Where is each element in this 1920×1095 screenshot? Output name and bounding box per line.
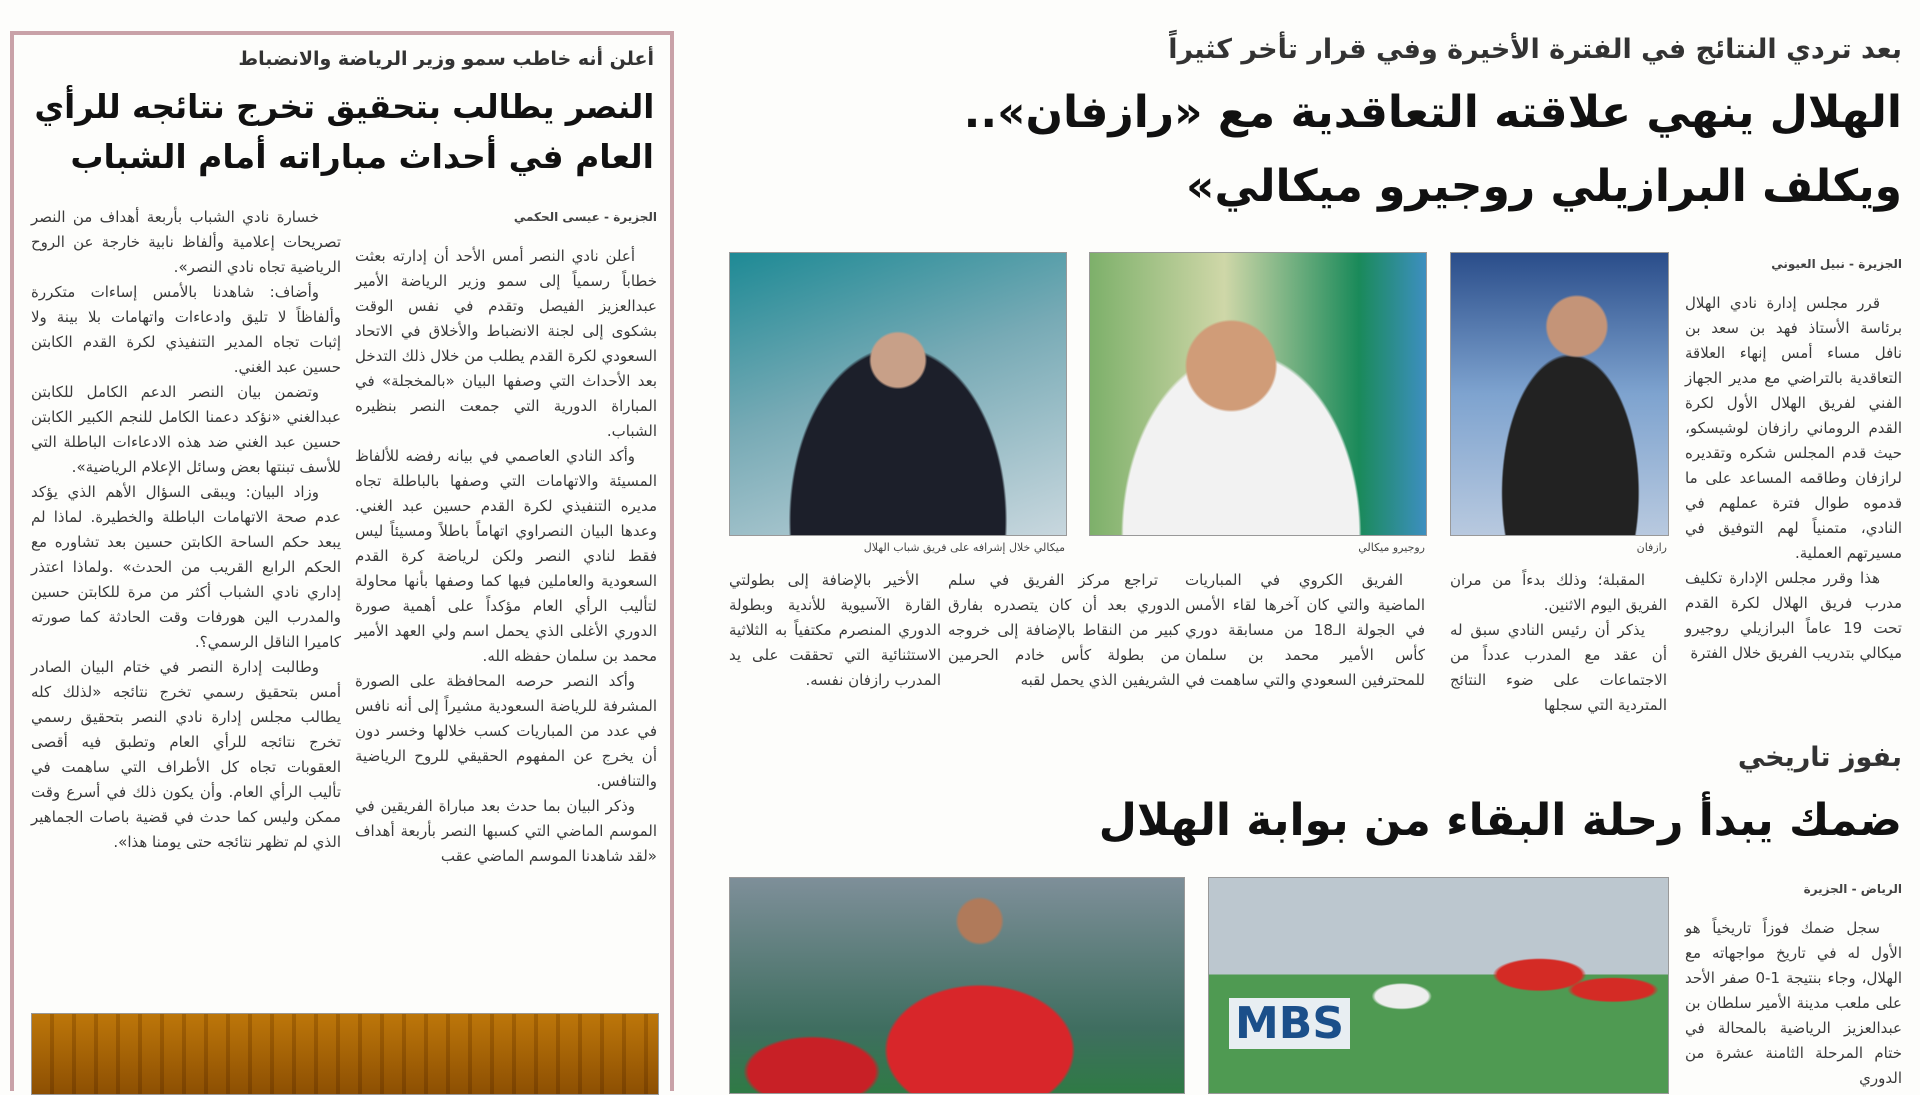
paragraph: وتضمن بيان النصر الدعم الكامل للكابتن عبدالغني «نؤكد دعمنا الكامل للنجم الكبير الكابتن حسين عبد الغني ضد هذه الادعاءات الباطلة التي للأسف تبنتها بعض وسائل الإعلام الرياضية». — [31, 383, 341, 476]
paragraph: وذكر البيان بما حدث بعد مباراة الفريقين في الموسم الماضي التي كسبها النصر بأربعة أهداف «لقد شاهدنا الموسم الماضي عقب — [355, 797, 657, 865]
hilal-column-3 — [1185, 568, 1425, 728]
caption-razvan: رازفان — [1636, 541, 1667, 554]
paragraph: الأخير بالإضافة إلى بطولتي القارة الآسيوية للأندية وبطولة الدوري المنصرم مكتفياً به الثلاثية الاستثنائية التي تحققت على يد المدرب رازفان نفسه. — [729, 571, 941, 689]
paragraph: تراجع مركز الفريق في سلم الدوري بعد أن كان يتصدره بفارق كبير من النقاط بالإضافة إلى خروجه من بطولة كأس خادم الحرمين الشريفين الذي يحمل لقبه — [948, 571, 1180, 689]
hilal-column-2 — [1450, 568, 1667, 714]
hilal-headline-line2: ويكلف البرازيلي روجيرو ميكالي» — [1186, 161, 1902, 212]
caption-micale-youth: ميكالي خلال إشرافه على فريق شباب الهلال — [863, 541, 1065, 554]
razvan-photo — [1450, 252, 1669, 536]
paragraph: وأكد النصر حرصه المحافظة على الصورة المشرفة للرياضة السعودية مشيراً إلى أنه نافس في عدد من المباريات كسب خلالها وخسر دون أن يخرج عن المفهوم الحقيقي للروح الرياضية والتنافس. — [355, 672, 657, 790]
paragraph: الفريق الكروي في المباريات الماضية والتي كان آخرها لقاء الأمس في الجولة الـ18 من مسابقة دوري كأس الأمير محمد بن سلمان للمحترفين السعودي والتي ساهمت في — [1185, 571, 1425, 689]
hilal-headline-line1: الهلال ينهي علاقته التعاقدية مع «رازفان».. — [963, 87, 1902, 138]
match-action-photo — [1208, 877, 1669, 1094]
rogerio-micale-photo — [1089, 252, 1427, 536]
paragraph: خسارة نادي الشباب بأربعة أهداف من النصر تصريحات إعلامية وألفاظ نابية خارجة عن الروح الرياضية تجاه نادي النصر». — [31, 208, 341, 276]
damac-column-1 — [1685, 877, 1902, 1092]
paragraph: المقبلة؛ وذلك بدءاً من مران الفريق اليوم الاثنين. — [1450, 571, 1667, 614]
nassr-column-right — [355, 205, 657, 995]
damac-player-photo — [729, 877, 1185, 1094]
damac-headline: ضمك يبدأ رحلة البقاء من بوابة الهلال — [1098, 795, 1902, 846]
caption-rogerio: روجيرو ميكالي — [1358, 541, 1425, 554]
paragraph: وأكد النادي العاصمي في بيانه رفضه للألفاظ المسيئة والاتهامات التي وصفها بالباطلة تجاه مديره التنفيذي لكرة القدم حسين عبد الغني. وعدها البيان النصراوي اتهاماً باطلاً ومسيئاً ليس فقط لنادي النصر ولكن لرياضة كرة القدم السعودية والعاملين فيها كما وصفها بأنها محاولة لتأليب الرأي العام مؤكداً على أهمية صورة الدوري الأغلى الذي يحمل اسم ولي العهد الأمير محمد بن سلمان حفظه الله. — [355, 447, 657, 665]
byline: الجزيرة - عيسى الحكمي — [513, 210, 657, 224]
nassr-column-left — [31, 205, 341, 995]
paragraph: يذكر أن رئيس النادي سبق له أن عقد مع المدرب عدداً من الاجتماعات على ضوء النتائج المتردية التي سجلها — [1450, 621, 1667, 714]
nassr-headline-line1: النصر يطالب بتحقيق تخرج نتائجه للرأي — [33, 87, 654, 126]
paragraph: هذا وقرر مجلس الإدارة تكليف مدرب فريق الهلال لكرة القدم تحت 19 عاماً البرازيلي روجيرو ميكالي بتدريب الفريق خلال الفترة — [1685, 569, 1902, 662]
nassr-kicker: أعلن أنه خاطب سمو وزير الرياضة والانضباط — [238, 48, 654, 70]
byline: الرياض - الجزيرة — [1803, 882, 1902, 896]
damac-kicker: بفوز تاريخي — [1737, 742, 1902, 773]
hilal-kicker: بعد تردي النتائج في الفترة الأخيرة وفي قرار تأخر كثيراً — [1168, 34, 1902, 65]
paragraph: قرر مجلس إدارة نادي الهلال برئاسة الأستاذ فهد بن سعد بن نافل مساء أمس إنهاء العلاقة التعاقدية بالتراضي مع مدير الجهاز الفني لفريق الهلال الأول لكرة القدم الروماني رازفان لوشيسكو، حيث قدم المجلس شكره وتقديره لرازفان وطاقمه المساعد على ما قدموه طوال فترة عملهم في النادي، متمنياً لهم التوفيق في مسيرتهم العملية. — [1685, 294, 1902, 562]
stadium-seats-photo — [31, 1013, 659, 1095]
hilal-column-5 — [729, 568, 941, 728]
nassr-headline-line2: العام في أحداث مباراته أمام الشباب — [70, 137, 654, 176]
paragraph: وأضاف: شاهدنا بالأمس إساءات متكررة وألفاظاً لا تليق وادعاءات واتهامات بلا بينة ولا إثبات تجاه المدير التنفيذي لكرة القدم الكابتن حسين عبد الغني. — [31, 283, 341, 376]
byline: الجزيرة - نبيل العيوني — [1771, 257, 1902, 271]
paragraph: سجل ضمك فوزاً تاريخياً هو الأول له في تاريخ مواجهاته مع الهلال، وجاء بنتيجة 1-0 صفر الأحد على ملعب مدينة الأمير سلطان بن عبدالعزيز الرياضية بالمحالة في ختام المرحلة الثامنة عشرة من الدوري — [1685, 919, 1903, 1087]
paragraph: وطالبت إدارة النصر في ختام البيان الصادر أمس بتحقيق رسمي تخرج نتائجه «لذلك كله يطالب مجلس إدارة نادي النصر بتحقيق رسمي تخرج نتائجه للرأي العام وتطبق فيه أقصى العقوبات تجاه كل الأطراف التي ساهمت في تأليب الرأي العام. وأن يكون ذلك في أسرع وقت ممكن وليس كما حدث في قضية باصات الجماهير الذي لم تظهر نتائجه حتى يومنا هذا». — [31, 658, 341, 851]
micale-mask-photo — [729, 252, 1067, 536]
mbs-board-text: MBS — [1229, 998, 1350, 1049]
paragraph: أعلن نادي النصر أمس الأحد أن إدارته بعثت خطاباً رسمياً إلى سمو وزير الرياضة الأمير عبدالعزيز الفيصل وتقدم في نفس الوقت بشكوى إلى لجنة الانضباط والأخلاق في الاتحاد السعودي لكرة القدم يطلب من خلال ذلك التدخل بعد الأحداث التي وصفها البيان «بالمخجلة» في المباراة الدورية التي جمعت النصر بنظيره الشباب. — [355, 247, 657, 440]
hilal-column-4 — [948, 568, 1180, 728]
paragraph: وزاد البيان: ويبقى السؤال الأهم الذي يؤكد عدم صحة الاتهامات الباطلة والخطيرة. لماذا لم يبعد حكم الساحة الكابتن حسين بعد تشاوره مع الحكم الرابع القريب من الحدث» .ولماذا اعتذر إداري نادي الشباب أكثر من مرة للكابتن حسين والمدرب الين هورفات وقت الحادثة كما صورته كاميرا الناقل الرسمي؟. — [31, 483, 341, 651]
hilal-column-1 — [1685, 252, 1902, 702]
